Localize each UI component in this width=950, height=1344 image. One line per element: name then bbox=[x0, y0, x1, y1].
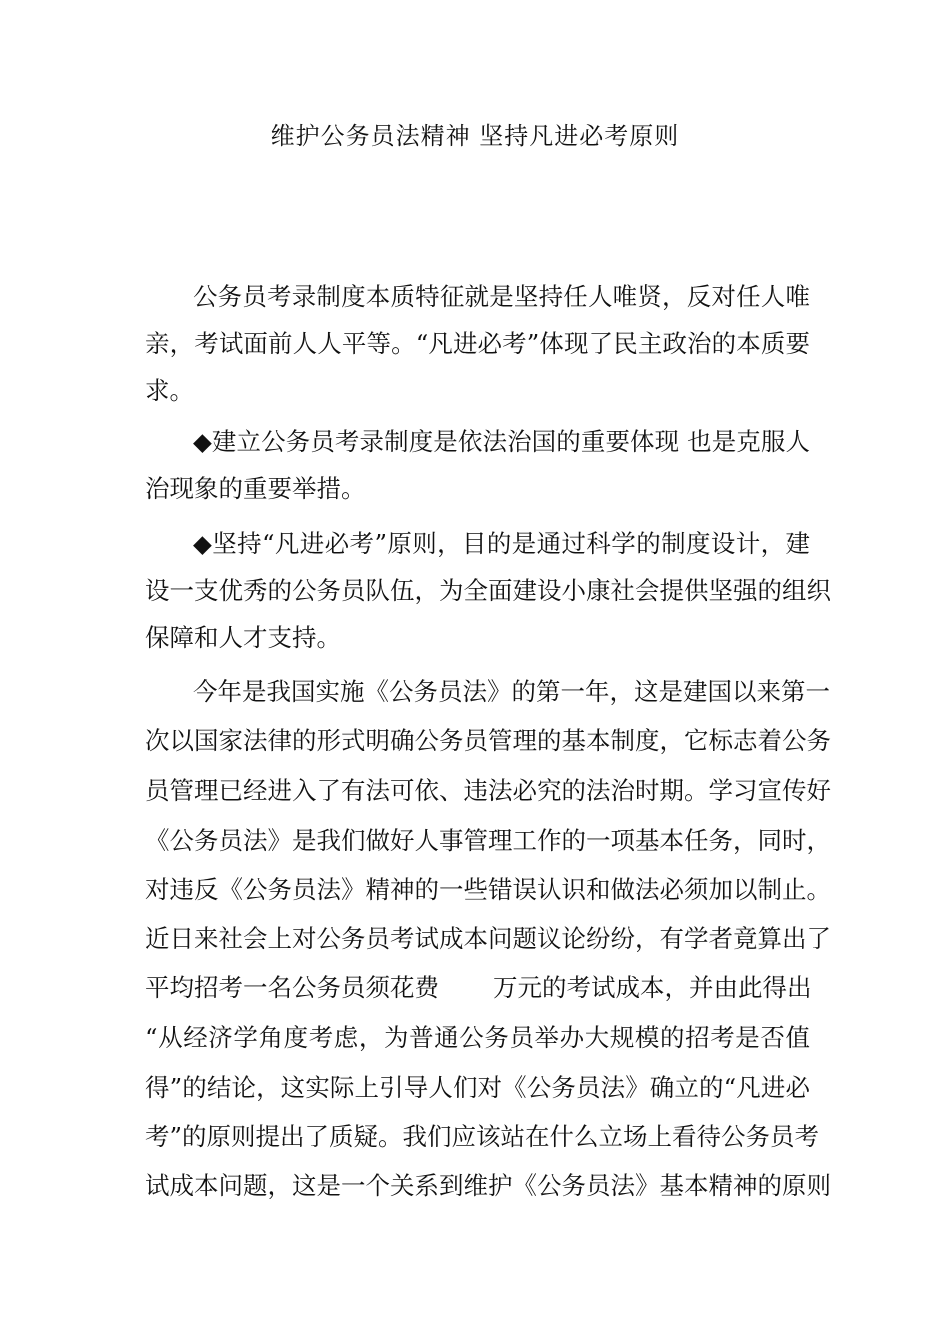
text-line: 今年是我国实施《公务员法》的第一年，这是建国以来第一 bbox=[193, 677, 830, 706]
text-line: 考”的原则提出了质疑。我们应该站在什么立场上看待公务员考 bbox=[145, 1122, 820, 1151]
text-line: 得”的结论，这实际上引导人们对《公务员法》确立的“凡进必 bbox=[145, 1073, 810, 1102]
text-line-with-gap bbox=[145, 970, 810, 1006]
text-line: 试成本问题，这是一个关系到维护《公务员法》基本精神的原则 bbox=[145, 1171, 831, 1200]
text-line: 《公务员法》是我们做好人事管理工作的一项基本任务，同时， bbox=[145, 826, 831, 855]
text-line: 公务员考录制度本质特征就是坚持任人唯贤，反对任人唯 bbox=[193, 282, 810, 311]
document-title: 维护公务员法精神 坚持凡进必考原则 bbox=[270, 122, 680, 150]
text-segment: 万元的考试成本，并由此得出 bbox=[493, 973, 812, 1002]
text-line: 保障和人才支持。 bbox=[145, 623, 341, 652]
text-line: 次以国家法律的形式明确公务员管理的基本制度，它标志着公务 bbox=[145, 726, 831, 755]
text-line: 设一支优秀的公务员队伍，为全面建设小康社会提供坚强的组织 bbox=[145, 576, 831, 605]
text-line: ◆建立公务员考录制度是依法治国的重要体现 也是克服人 bbox=[193, 427, 810, 456]
text-line: 求。 bbox=[145, 376, 194, 405]
text-line: ◆坚持“凡进必考”原则，目的是通过科学的制度设计，建 bbox=[193, 529, 810, 558]
text-segment: 平均招考一名公务员须花费 bbox=[145, 973, 439, 1002]
text-line: 治现象的重要举措。 bbox=[145, 474, 366, 503]
text-line: 员管理已经进入了有法可依、违法必究的法治时期。学习宣传好 bbox=[145, 776, 831, 805]
text-line: 近日来社会上对公务员考试成本问题议论纷纷，有学者竟算出了 bbox=[145, 924, 831, 953]
text-line: 对违反《公务员法》精神的一些错误认识和做法必须加以制止。 bbox=[145, 875, 831, 904]
text-line: 亲，考试面前人人平等。“凡进必考”体现了民主政治的本质要 bbox=[145, 329, 810, 358]
text-line: “从经济学角度考虑，为普通公务员举办大规模的招考是否值 bbox=[145, 1023, 810, 1052]
